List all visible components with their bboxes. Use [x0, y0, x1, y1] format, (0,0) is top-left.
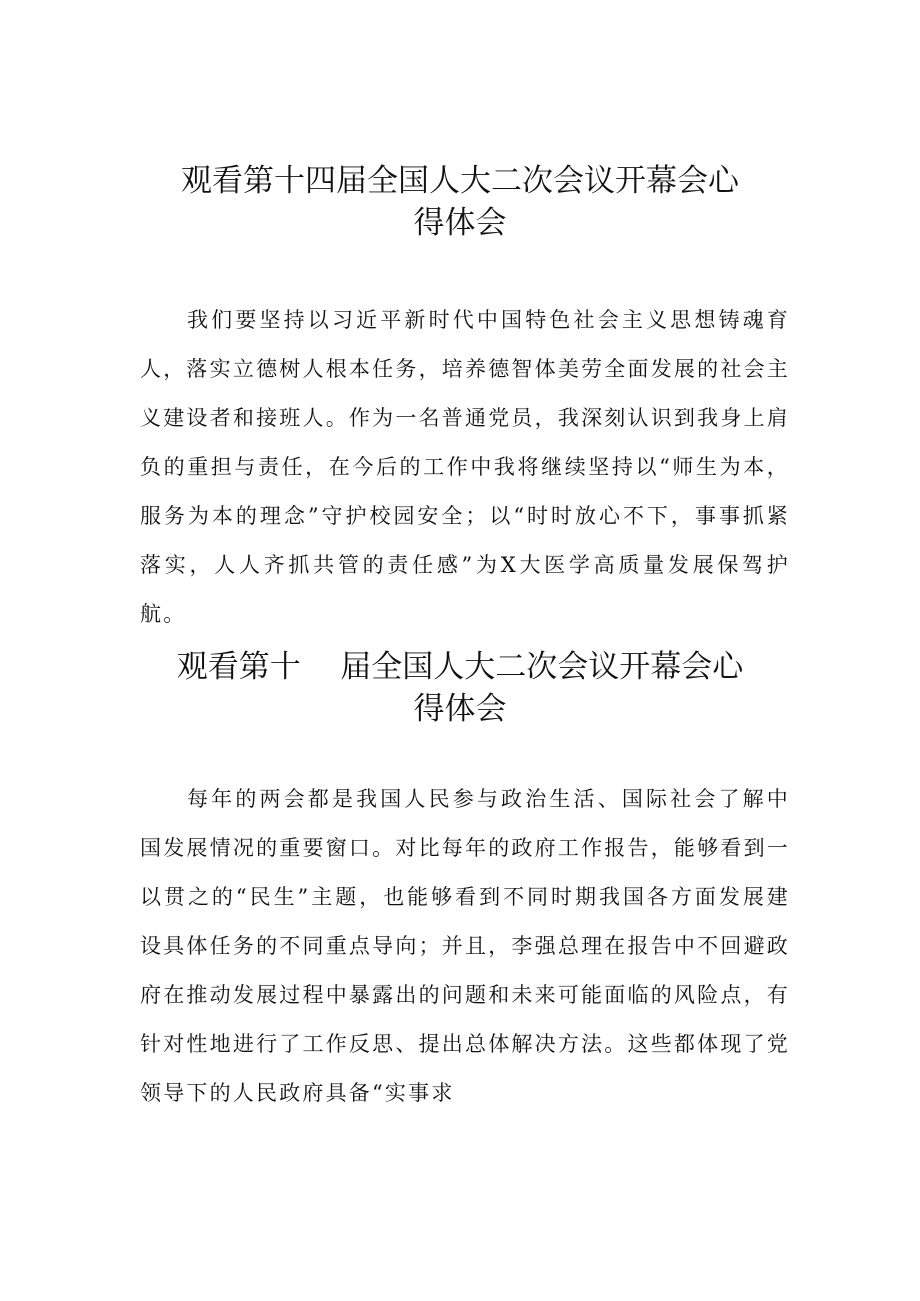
section-title-1-line-1: 观看第十四届全国人大二次会议开幕会心 [181, 163, 739, 199]
section-title-1 [0, 160, 920, 244]
section-paragraph-1: 我们要坚持以习近平新时代中国特色社会主义思想铸魂育人，落实立德树人根本任务，培养德智体美劳全面发展的社会主义建设者和接班人。作为一名普通党员，我深刻认识到我身上肩负的重担与责任，在今后的工作中我将继续坚持以“师生为本，服务为本的理念”守护校园安全；以“时时放心不下，事事抓紧落实，人人齐抓共管的责任感”为X大医学高质量发展保驾护航。 [140, 308, 790, 626]
section-paragraph-2: 每年的两会都是我国人民参与政治生活、国际社会了解中国发展情况的重要窗口。对比每年的政府工作报告，能够看到一以贯之的“民生”主题，也能够看到不同时期我国各方面发展建设具体任务的不同重点导向；并且，李强总理在报告中不回避政府在推动发展过程中暴露出的问题和未来可能面临的风险点，有针对性地进行了工作反思、提出总体解决方法。这些都体现了党领导下的人民政府具备“实事求 [140, 787, 790, 1105]
section-title-1-line-2: 得体会 [413, 205, 507, 241]
section-title-2-line-1: 观看第十 届全国人大二次会议开幕会心 [176, 649, 744, 685]
section-title-2-line-2: 得体会 [413, 691, 507, 727]
section-title-2 [0, 646, 920, 730]
